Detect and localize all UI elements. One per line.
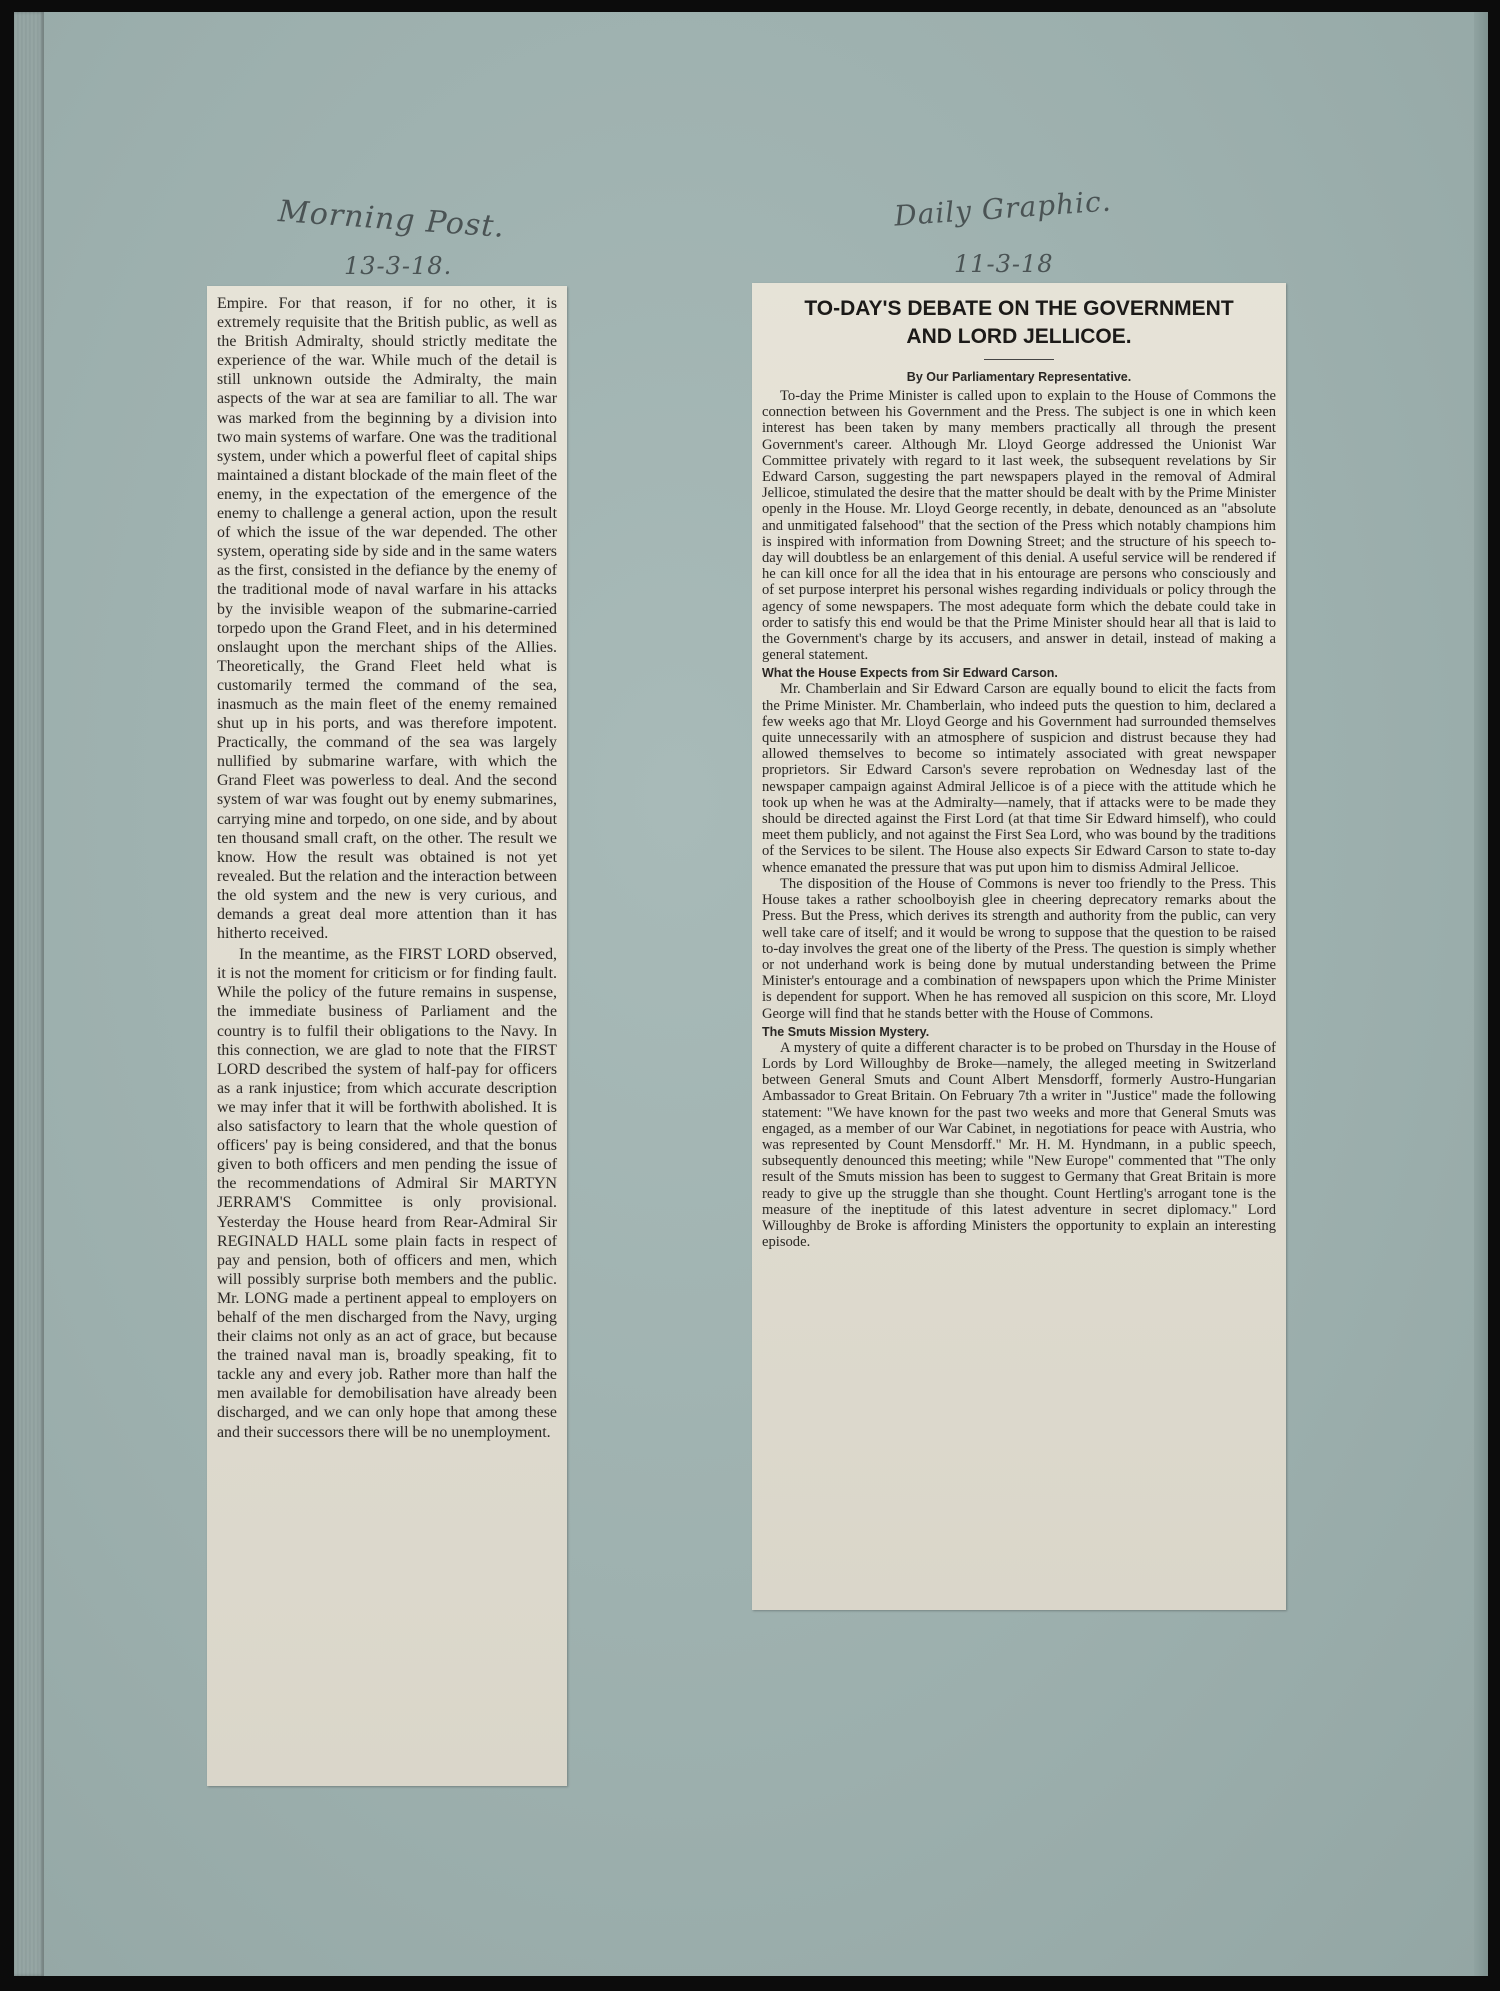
morning-post-clipping xyxy=(207,286,567,1786)
right-paragraph-4: A mystery of quite a different character is to be probed on Thursday in the House of Lords by Lord Willoughby de Broke—namely, the alleged meeting in Switzerland between General Smuts and Count Albert Mensdorff, formerly Austro-Hungarian Ambassador to Great Britain. On February 7th a writer in "Justice" made the following statement: "We have known for the past two weeks and more that General Smuts was engaged, as a member of our War Cabinet, in negotiations for peace with Austria, who was represented by Count Mensdorff." Mr. H. M. Hyndmann, in a public speech, subsequently denounced this meeting; while "New Europe" commented that "The only result of the Smuts mission has been to suggest to Germany that Great Britain is more ready to give up the struggle than she thought. Count Hertling's arrogant tone is the measure of the ineptitude of this latest adventure in secret diplomacy." Lord Willoughby de Broke is affording Ministers the opportunity to explain an interesting episode. xyxy=(762,1039,1276,1251)
daily-graphic-clipping xyxy=(752,283,1286,1610)
article-headline xyxy=(762,295,1276,351)
right-paragraph-1: To-day the Prime Minister is called upon to explain to the House of Commons the connection between his Government and the Press. The subject is one in which keen interest has been taken by many members practically all through the present Government's career. Although Mr. Lloyd George addressed the Unionist War Committee privately with regard to it last week, the subsequent revelations by Sir Edward Carson, suggesting the part newspapers played in the removal of Admiral Jellicoe, stimulated the desire that the matter should be dealt with by the Prime Minister openly in the House. Mr. Lloyd George recently, in debate, denounced as an "absolute and unmitigated falsehood" that the section of the Press which notably champions him is inspired with information from Downing Street; and the structure of his speech to-day will doubtless be an enlargement of this denial. A useful service will be rendered if he can kill once for all the idea that in his entourage are persons who consciously and of set purpose interpret his personal wishes regarding individuals or policy through the agency of some newspapers. The most adequate form which the debate could take in order to satisfy this end would be that the Prime Minister should hear all that is laid to the Government's charge by its accusers, and answer in detail, instead of making a general statement. xyxy=(762,388,1276,664)
headline-rule xyxy=(984,359,1054,360)
headline-line-2: AND LORD JELLICOE. xyxy=(906,325,1132,348)
article-byline: By Our Parliamentary Representative. xyxy=(906,370,1132,384)
left-paragraph-2: In the meantime, as the FIRST LORD observed, it is not the moment for criticism or for finding fault. While the policy of the future remains in suspense, the immediate business of Parliament and the country is to fulfil their obligations to the Navy. In this connection, we are glad to note that the FIRST LORD described the system of half-pay for officers as a rank injustice; from which accurate description we may infer that it will be forthwith abolished. It is also satisfactory to learn that the whole question of officers' pay is being considered, and that the bonus given to both officers and men pending the issue of the recommendations of Admiral Sir MARTYN JERRAM'S Committee is only provisional. Yesterday the House heard from Rear-Admiral Sir REGINALD HALL some plain facts in respect of pay and pension, both of officers and men, which will possibly surprise both members and the public. Mr. LONG made a pertinent appeal to employers on behalf of the men discharged from the Navy, urging their claims not only as an act of grace, but because the trained naval man is, broadly speaking, fit to tackle any and every job. Rather more than half the men available for demobilisation have already been discharged, and we can only hope that among these and their successors there will be no unemployment. xyxy=(217,946,557,1441)
subheading-carson: What the House Expects from Sir Edward Carson. xyxy=(762,666,1058,681)
annotation-right-date: 11-3-18 xyxy=(954,250,1054,278)
right-paragraph-2: Mr. Chamberlain and Sir Edward Carson are equally bound to elicit the facts from the Prime Minister. Mr. Chamberlain, who indeed puts the question to him, declared a few weeks ago that Mr. Lloyd George and his Government had surrounded themselves quite unnecessarily with an atmosphere of suspicion and distrust because they had allowed themselves to become so intimately associated with great newspaper proprietors. Sir Edward Carson's severe reprobation on Wednesday last of the newspaper campaign against Admiral Jellicoe is of a piece with the attitude which he took up when he was at the Admiralty—namely, that if attacks were to be made they should be directed against the First Lord (at that time Sir Edward himself), who could meet them publicly, and not against the First Sea Lord, who was bound by the traditions of the Services to be silent. The House also expects Sir Edward Carson to state to-day whence emanated the pressure that was put upon him to dismiss Admiral Jellicoe. xyxy=(762,681,1276,876)
annotation-right-paper: Daily Graphic. xyxy=(893,184,1113,233)
annotation-left-date: 13-3-18. xyxy=(344,252,453,280)
binding-spine xyxy=(14,12,44,1976)
subheading-smuts: The Smuts Mission Mystery. xyxy=(762,1024,930,1039)
left-paragraph-1: Empire. For that reason, if for no other, it is extremely requisite that the British public, as well as the British Admiralty, should strictly meditate the experience of the war. While much of the detail is still unknown outside the Admiralty, the main aspects of the war at sea are familiar to all. The war was marked from the beginning by a division into two main systems of warfare. One was the traditional system, under which a powerful fleet of capital ships maintained a distant blockade of the main fleet of the enemy, in the expectation of the emergence of the enemy to challenge a general action, upon the result of which the issue of the war depended. The other system, operating side by side and in the same waters as the first, consisted in the defiance by the enemy of the traditional mode of naval warfare in his attacks by the invisible weapon of the submarine-carried torpedo upon the Grand Fleet, and in his determined onslaught upon the merchant ships of the Allies. Theoretically, the Grand Fleet held what is customarily termed the command of the sea, inasmuch as the main fleet of the enemy remained shut up in his ports, and was therefore impotent. Practically, the command of the sea was largely nullified by submarine warfare, with which the Grand Fleet was powerless to deal. And the second system of war was fought out by enemy submarines, carrying mine and torpedo, on one side, and by about ten thousand small craft, on the other. The result we know. How the result was obtained is not yet revealed. But the relation and the interaction between the old system and the new is very curious, and demands a great deal more attention than it has hitherto received. xyxy=(217,295,557,943)
page-edge xyxy=(1474,12,1488,1976)
right-paragraph-3: The disposition of the House of Commons is never too friendly to the Press. This House takes a rather schoolboyish glee in cheering deprecatory remarks about the Press. But the Press, which derives its strength and authority from the public, can very well take care of itself; and it would be wrong to suppose that the question to be raised to-day involves the great one of the liberty of the Press. The question is simply whether or not underhand work is being done by mutual understanding between the Prime Minister's entourage and a combination of newspapers upon which the Prime Minister is dependent for support. When he has removed all suspicion on this score, Mr. Lloyd George will find that he stands better with the House of Commons. xyxy=(762,875,1276,1022)
annotation-left-paper: Morning Post. xyxy=(277,194,507,245)
headline-line-1: TO-DAY'S DEBATE ON THE GOVERNMENT xyxy=(804,297,1234,320)
